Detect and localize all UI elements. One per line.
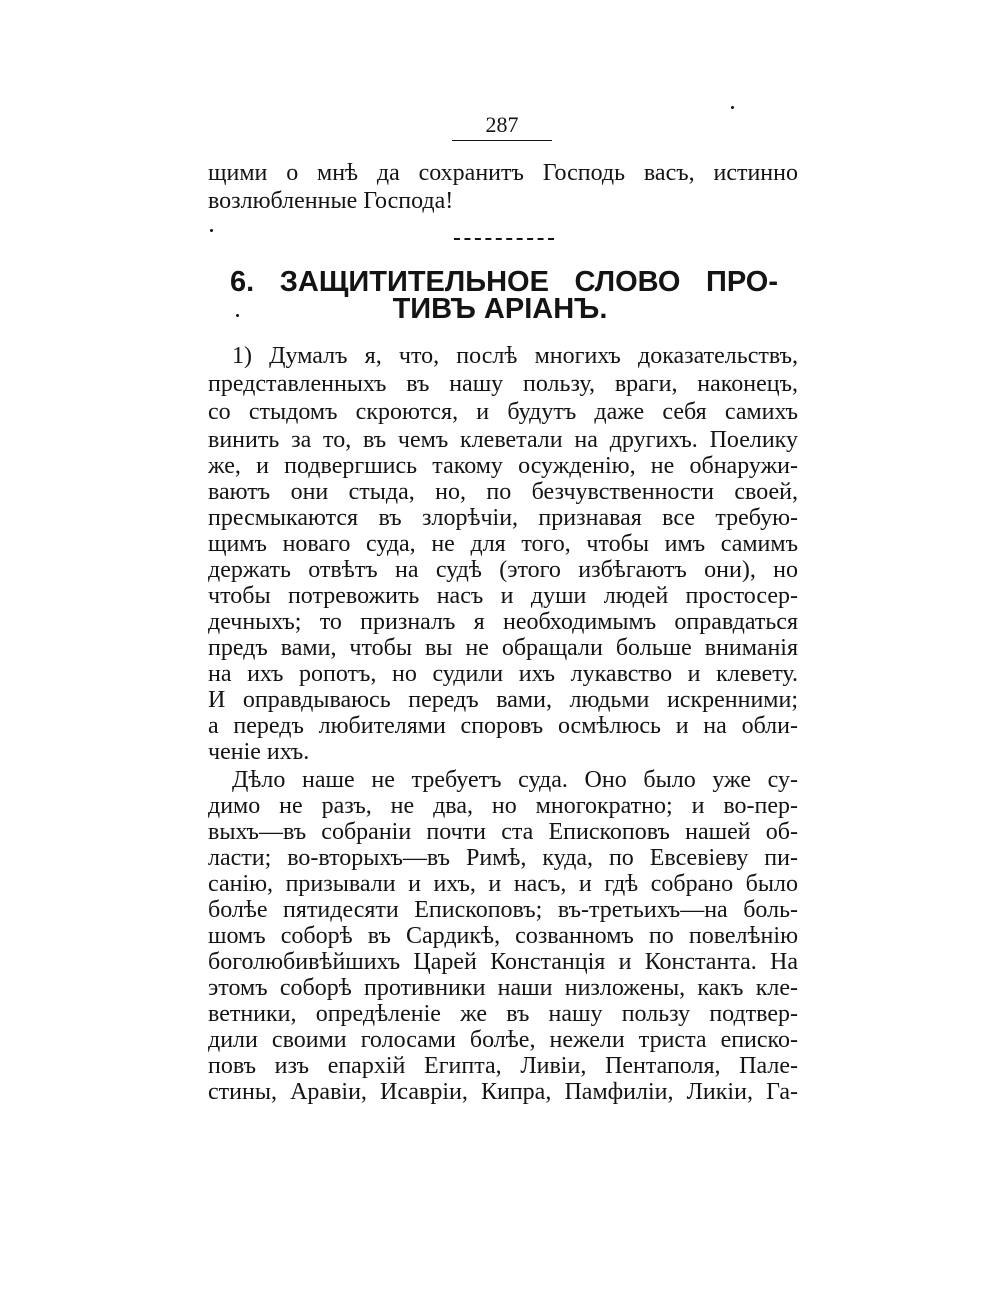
text-line: же, и подвергшись такому осужденію, не обнаружи- — [208, 453, 798, 479]
text-line: ветники, опредѣленіе же въ нашу пользу подтвер- — [208, 1001, 798, 1027]
text-line: возлюбленные Господа! — [208, 188, 454, 214]
heading-line: ТИВЪ АРІАНЪ. — [392, 293, 608, 325]
text-line: чтобы потревожить насъ и души людей простосер- — [208, 583, 798, 609]
text-line: пресмыкаются въ злорѣчіи, признавая все требую- — [208, 505, 798, 531]
text-line: повъ изъ епархій Египта, Ливіи, Пентаполя, Пале- — [208, 1053, 798, 1079]
text-line: а передъ любителями споровъ осмѣлюсь и на обли- — [208, 713, 798, 739]
text-line: болѣе пятидесяти Епископовъ; въ-третьихъ—на боль- — [208, 897, 798, 923]
text-line: дили своими голосами болѣе, нежели триста еписко- — [208, 1027, 798, 1053]
page-number-rule — [452, 140, 552, 141]
page-number: 287 — [485, 112, 519, 137]
text-line: со стыдомъ скроются, и будутъ даже себя самихъ — [208, 399, 798, 425]
text-line: боголюбивѣйшихъ Царей Констанція и Константа. На — [208, 949, 798, 975]
text-line: предъ вами, чтобы вы не обращали больше вниманія — [208, 635, 798, 661]
text-line: шомъ соборѣ въ Сардикѣ, созванномъ по повелѣнію — [208, 923, 798, 949]
text-line: держать отвѣтъ на судѣ (этого избѣгаютъ они), но — [208, 557, 798, 583]
text-line: на ихъ ропотъ, но судили ихъ лукавство и клевету. — [208, 661, 798, 687]
text-line: этомъ соборѣ противники наши низложены, какъ кле- — [208, 975, 798, 1001]
text-line: санію, призывали и ихъ, и насъ, и гдѣ собрано было — [208, 871, 798, 897]
text-line: 1) Думалъ я, что, послѣ многихъ доказательствъ, — [232, 343, 798, 369]
text-line: представленныхъ въ нашу пользу, враги, наконецъ, — [208, 371, 798, 397]
heading-line: 6. ЗАЩИТИТЕЛЬНОЕ СЛОВО ПРО- — [230, 266, 778, 298]
text-line: щимъ новаго суда, не для того, чтобы имъ самимъ — [208, 531, 798, 557]
text-line: ласти; во-вторыхъ—въ Римѣ, куда, по Евсевіеву пи- — [208, 845, 798, 871]
ink-speck — [731, 106, 734, 109]
text-line: димо не разъ, не два, но многократно; и во-пер- — [208, 793, 798, 819]
ink-speck — [236, 314, 239, 317]
text-line: дечныхъ; то призналъ я необходимымъ оправдаться — [208, 609, 798, 635]
text-line: стины, Аравіи, Исавріи, Кипра, Памфиліи, Ликіи, Га- — [208, 1079, 798, 1105]
text-line: ченіе ихъ. — [208, 739, 310, 765]
text-line: щими о мнѣ да сохранитъ Господь васъ, истинно — [208, 160, 798, 186]
text-line: ваютъ они стыда, но, по безчувственности своей, — [208, 479, 798, 505]
text-line: Дѣло наше не требуетъ суда. Оно было уже су- — [232, 767, 798, 793]
text-line: И оправдываюсь передъ вами, людьми искренними; — [208, 687, 798, 713]
text-line: винить за то, въ чемъ клеветали на другихъ. Поелику — [208, 427, 798, 453]
ink-speck — [210, 229, 213, 232]
section-separator — [454, 238, 554, 241]
text-line: выхъ—въ собраніи почти ста Епископовъ нашей об- — [208, 819, 798, 845]
